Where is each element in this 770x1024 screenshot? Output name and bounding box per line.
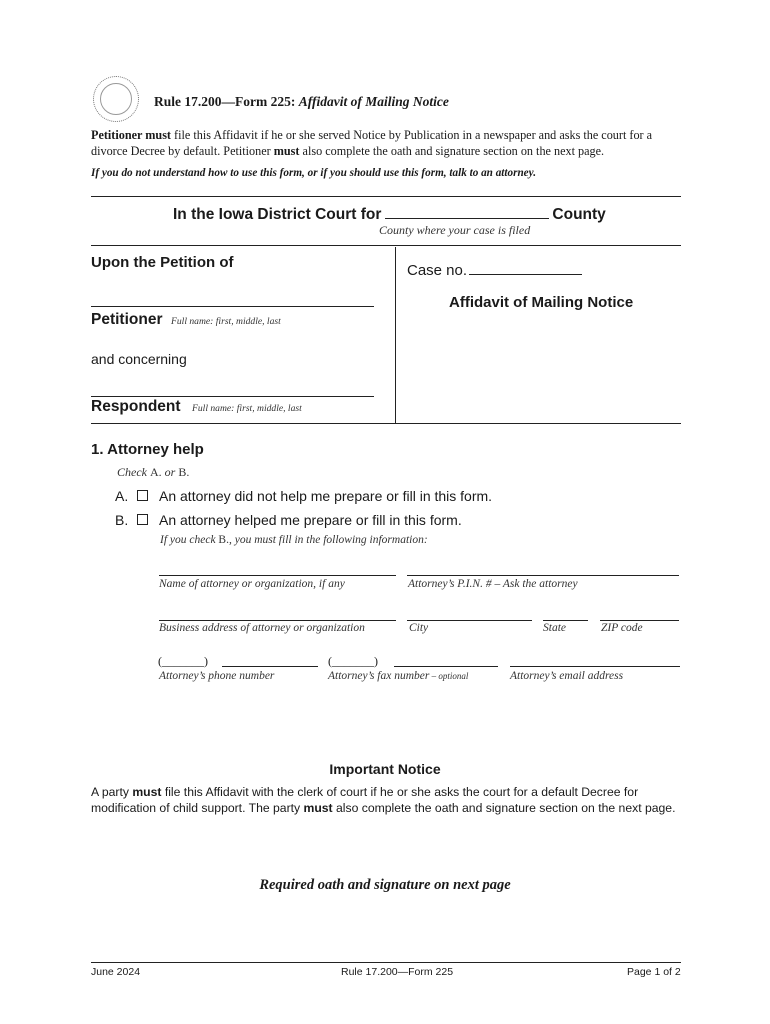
- notice-title: Important Notice: [329, 761, 441, 777]
- option-b-text: An attorney helped me prepare or fill in this form.: [159, 512, 462, 528]
- notice-bold-2: must: [303, 801, 333, 815]
- form-title: [154, 94, 449, 110]
- email-input[interactable]: [510, 666, 680, 667]
- phone-number-input[interactable]: [222, 666, 318, 667]
- seal-inner-ring: [100, 83, 132, 115]
- state-seal-image: [93, 76, 139, 122]
- affidavit-title: Affidavit of Mailing Notice: [449, 294, 634, 311]
- respondent-hint: Full name: first, middle, last: [192, 403, 302, 414]
- attorney-name-label: Name of attorney or organization, if any: [159, 578, 345, 590]
- and-concerning: and concerning: [91, 351, 187, 367]
- fax-label: [328, 670, 468, 682]
- footer-divider: [91, 962, 681, 963]
- case-no-label: Case no.: [407, 262, 468, 279]
- option-b-letter: B.: [115, 512, 129, 528]
- fill-instr-a: If you check: [160, 534, 219, 546]
- attorney-pin-input[interactable]: [407, 575, 679, 576]
- email-label: Attorney’s email address: [510, 670, 624, 682]
- case-number-input[interactable]: [469, 261, 582, 275]
- business-address-input[interactable]: [159, 620, 396, 621]
- petition-heading: Upon the Petition of: [91, 254, 234, 271]
- option-a-text: An attorney did not help me prepare or fill in this form.: [159, 488, 493, 504]
- intro-bold-1: Petitioner must: [91, 128, 171, 142]
- fill-instr-b: B.: [218, 534, 229, 546]
- state-input[interactable]: [543, 620, 588, 621]
- state-label: State: [543, 622, 566, 634]
- check-instr-b: A.: [149, 465, 162, 479]
- court-line: [173, 204, 606, 224]
- notice-text-3: also complete the oath and signature section on the next page.: [332, 801, 676, 815]
- caption-top-divider: [91, 245, 681, 246]
- fill-instruction: [160, 534, 428, 546]
- court-suffix: County: [552, 206, 606, 223]
- footer-page-number: Page 1 of 2: [627, 966, 681, 978]
- petitioner-label: Petitioner: [91, 311, 163, 328]
- fax-number-input[interactable]: [394, 666, 498, 667]
- footer-rule: Rule 17.200—Form 225: [341, 966, 454, 978]
- notice-text-2: file this Affidavit with the clerk of court if he or she asks the court for a default Decree for modification of child support. The party: [91, 785, 639, 815]
- check-instr-d: B.: [178, 465, 190, 479]
- fax-optional: – optional: [429, 671, 469, 681]
- phone-area-code-input[interactable]: (_______): [158, 654, 208, 668]
- respondent-label: Respondent: [91, 398, 181, 415]
- attorney-advice: If you do not understand how to use this form, or if you should use this form, talk to an attorney.: [91, 167, 536, 179]
- fax-area-code-input[interactable]: (_______): [328, 654, 378, 668]
- caption-bottom-divider: [91, 423, 681, 424]
- fax-label-text: Attorney’s fax number: [328, 670, 430, 682]
- business-address-label: Business address of attorney or organization: [159, 622, 365, 634]
- county-input[interactable]: [385, 204, 549, 219]
- respondent-name-input[interactable]: [91, 396, 374, 397]
- city-label: City: [409, 622, 429, 634]
- county-hint: County where your case is filed: [379, 223, 531, 237]
- intro-paragraph: [91, 127, 661, 159]
- petitioner-hint: Full name: first, middle, last: [171, 316, 281, 327]
- rule-prefix: Rule 17.200—Form 225:: [154, 94, 299, 109]
- phone-label: Attorney’s phone number: [159, 670, 275, 682]
- option-b-checkbox[interactable]: [137, 514, 148, 525]
- petitioner-name-input[interactable]: [91, 306, 374, 307]
- notice-body: [91, 784, 691, 816]
- section-attorney-help-title: 1. Attorney help: [91, 441, 204, 458]
- intro-text-1: file this Affidavit if he or she served Notice by Publication in a newspaper and asks the court for a divorce Decree by default. Petitioner: [91, 128, 653, 158]
- oath-next-page-note: Required oath and signature on next page: [259, 877, 511, 893]
- footer-date: June 2024: [91, 966, 141, 978]
- notice-bold-1: must: [132, 785, 162, 799]
- zip-label: ZIP code: [601, 622, 643, 634]
- check-instruction: [117, 465, 189, 480]
- caption-vertical-divider: [395, 247, 396, 423]
- city-input[interactable]: [407, 620, 532, 621]
- check-instr-c: or: [161, 465, 179, 479]
- option-a-letter: A.: [115, 488, 129, 504]
- intro-bold-2: must: [273, 144, 300, 158]
- option-a-checkbox[interactable]: [137, 490, 148, 501]
- attorney-pin-label: Attorney’s P.I.N. # – Ask the attorney: [408, 578, 578, 590]
- intro-text-2: also complete the oath and signature section on the next page.: [299, 144, 605, 158]
- notice-text-1: A party: [91, 785, 133, 799]
- case-number-line: [407, 261, 582, 279]
- top-divider: [91, 196, 681, 197]
- form-name: Affidavit of Mailing Notice: [298, 94, 449, 109]
- court-prefix: In the Iowa District Court for: [173, 206, 382, 223]
- attorney-name-input[interactable]: [159, 575, 396, 576]
- zip-input[interactable]: [600, 620, 679, 621]
- check-instr-a: Check: [117, 465, 150, 479]
- fill-instr-c: , you must fill in the following information:: [228, 534, 428, 546]
